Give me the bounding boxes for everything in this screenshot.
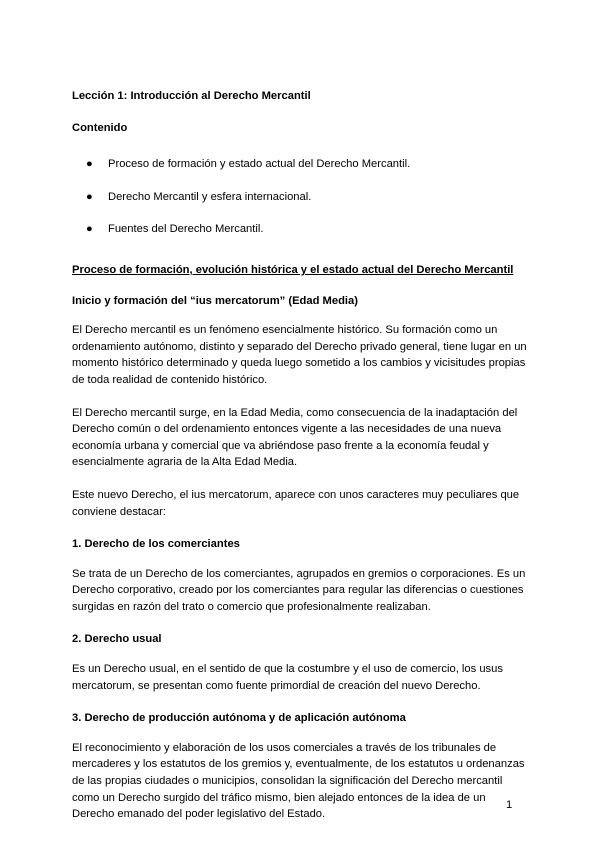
characteristic-heading: 2. Derecho usual xyxy=(72,633,162,646)
bullet-icon: ● xyxy=(86,158,93,171)
lesson-title: Lección 1: Introducción al Derecho Mercantil xyxy=(72,90,311,102)
contents-item xyxy=(72,221,528,238)
paragraph: El Derecho mercantil es un fenómeno esencialmente histórico. Su formación como un ordenamiento autónomo, distinto y separado del Derecho privado general, tiene lugar en un momento histórico determinado y queda luego sometido a los cambios y vicisitudes propias de toda realidad de contenido histórico. xyxy=(72,324,527,386)
contents-item-text: Fuentes del Derecho Mercantil. xyxy=(108,223,264,236)
characteristic-heading: 3. Derecho de producción autónoma y de aplicación autónoma xyxy=(72,712,406,725)
contents-item-text: Derecho Mercantil y esfera internacional. xyxy=(108,190,312,203)
bullet-icon: ● xyxy=(86,190,93,203)
page-number: 1 xyxy=(506,799,513,811)
paragraph: El Derecho mercantil surge, en la Edad Media, como consecuencia de la inadaptación del Derecho común o del ordenamiento entonces vigente a las necesidades de una nueva economía urbana y comercial que va abriéndose paso frente a la economía feudal y esencialmente agraria de la Alta Edad Media. xyxy=(72,406,518,469)
contents-list xyxy=(72,156,528,238)
contents-item xyxy=(72,156,528,173)
characteristic-text: El reconocimiento y elaboración de los usos comerciales a través de los tribunales de mercaderes y los estatutos de los gremios y, eventualmente, de los estatutos u ordenanzas de las propias ciudades o municipios, consolidan la significación del Derecho mercantil como un Derecho surgido del tráfico mismo, bien alejado entonces de la idea de un Derecho emanado del poder legislativo del Estado. xyxy=(72,741,525,821)
document-page xyxy=(72,88,528,839)
section-title: Proceso de formación, evolución histórica y el estado actual del Derecho Mercantil xyxy=(72,263,514,276)
characteristic-heading: 1. Derecho de los comerciantes xyxy=(72,538,240,551)
subsection-title: Inicio y formación del “ius mercatorum” (Edad Media) xyxy=(72,294,358,307)
characteristic-text: Es un Derecho usual, en el sentido de que la costumbre y el uso de comercio, los usus mercatorum, se presentan como fuente primordial de creación del nuevo Derecho. xyxy=(72,663,503,692)
contents-item-text: Proceso de formación y estado actual del Derecho Mercantil. xyxy=(108,158,411,171)
contents-item xyxy=(72,189,528,206)
contents-heading: Contenido xyxy=(72,121,128,134)
bullet-icon: ● xyxy=(86,223,93,236)
paragraph: Este nuevo Derecho, el ius mercatorum, aparece con unos caracteres muy peculiares que conviene destacar: xyxy=(72,488,520,518)
characteristic-text: Se trata de un Derecho de los comerciantes, agrupados en gremios o corporaciones. Es un Derecho corporativo, creado por los comerciantes para regular las diferencias o cuestiones surgidas en razón del trato o comercio que profesionalmente realizaban. xyxy=(72,567,526,613)
